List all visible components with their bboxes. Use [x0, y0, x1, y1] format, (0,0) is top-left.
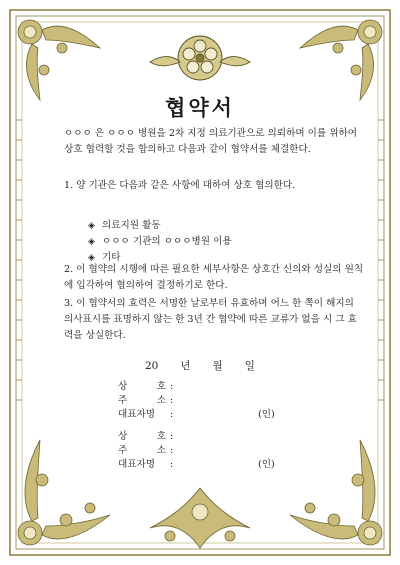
article-2: 2. 이 협약의 시행에 따른 필요한 세부사항은 상호간 신의와 성실의 원칙에 입각하여 협의하여 결정하기로 한다. [64, 264, 364, 291]
representative-label: 대표자명 [118, 409, 156, 420]
date-month-unit: 월 [212, 360, 223, 372]
diamond-bullet-icon: ◈ [88, 221, 95, 231]
seal-mark: (인) [258, 459, 275, 470]
company-name-label: 상 호 [118, 381, 166, 392]
date-day-unit: 일 [244, 360, 255, 372]
signing-date [145, 358, 277, 373]
seal-mark: (인) [258, 409, 275, 420]
diamond-bullet-icon: ◈ [88, 253, 95, 263]
corner-ornament-top-right [300, 20, 382, 100]
diamond-bullet-icon: ◈ [88, 237, 95, 247]
document-title: 협약서 [165, 96, 235, 120]
emblem-icon [150, 36, 250, 80]
list-item: ◈ ㅇㅇㅇ 기관의 ㅇㅇㅇ병원 이용 [88, 234, 232, 250]
corner-ornament-bottom-right [290, 440, 382, 545]
date-year-unit: 년 [180, 360, 191, 372]
article-1: 1. 양 기관은 다음과 같은 사항에 대하여 상호 협의한다. [64, 180, 296, 191]
list-item: ◈ 기타 [88, 250, 232, 266]
article-3: 3. 이 협약서의 효력은 서명한 날로부터 유효하며 어느 한 쪽이 해지의 의사표시를 표명하지 않는 한 3년 간 협약에 따른 교류가 없을 시 그 효력을 상실한다. [64, 298, 357, 341]
signature-block-1: 상 호 : 주 소 : 대표자명 : (인) [118, 381, 275, 420]
address-label: 주 소 [118, 395, 166, 406]
list-item: ◈ 의료지원 활동 [88, 218, 232, 234]
bullet-list [88, 218, 232, 266]
corner-ornament-bottom-left [18, 440, 110, 545]
bottom-center-ornament [150, 488, 250, 548]
representative-label: 대표자명 [118, 459, 156, 470]
company-name-label: 상 호 [118, 431, 166, 442]
date-year: 20 [145, 360, 159, 372]
intro-paragraph: ㅇㅇㅇ 은 ㅇㅇㅇ 병원을 2차 지정 의료기관으로 의뢰하며 이를 위하여 상호 협력할 것을 합의하고 다음과 같이 협약서를 체결한다. [64, 128, 358, 155]
corner-ornament-top-left [18, 20, 100, 100]
address-label: 주 소 [118, 445, 166, 456]
signature-block-2: 상 호 : 주 소 : 대표자명 : (인) [118, 431, 275, 470]
